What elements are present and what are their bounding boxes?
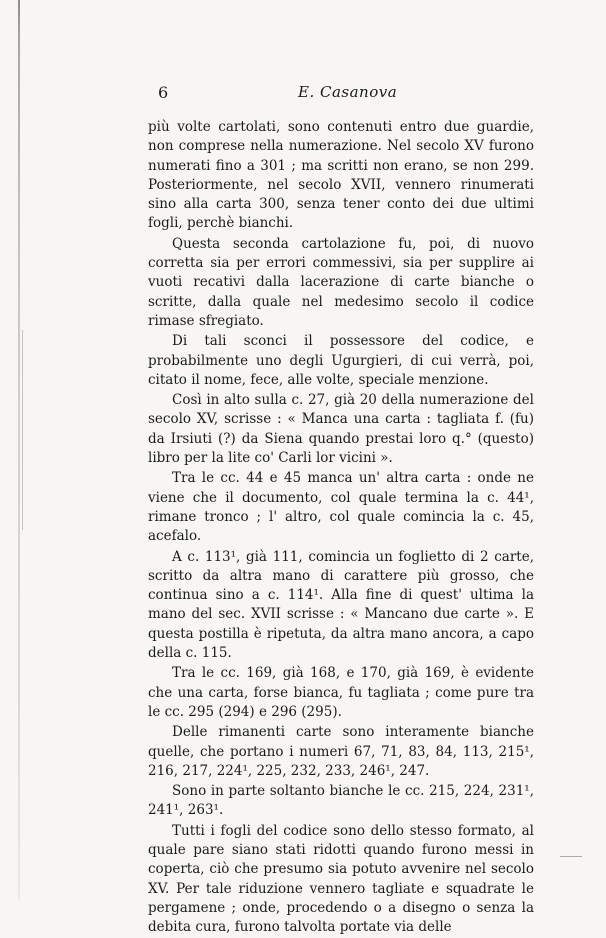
- running-head: E. Casanova: [298, 83, 398, 101]
- paragraph: Tutti i fogli del codice sono dello stesso formato, al quale pare siano stati ridotti quando furono messi in coperta, ciò che presumo sia potuto avvenire nel secolo XV. Per tale riduzione vennero tagliate e squadrate le pergamene ; onde, procedendo o a disegno o senza la debita cura, furono talvolta portate via delle: [148, 822, 534, 936]
- page-header: [158, 83, 538, 105]
- page-number: 6: [158, 83, 169, 102]
- paragraph: A c. 113¹, già 111, comincia un foglietto di 2 carte, scritto da altra mano di carattere più grosso, che continua sino a c. 114¹. Alla fine di quest' ultima la mano del sec. XVII scrisse : « Mancano due carte ». E questa postilla è ripetuta, da altra mano ancora, a capo della c. 115.: [148, 548, 534, 662]
- page-corner-mark: [560, 856, 582, 857]
- paragraph: Sono in parte soltanto bianche le cc. 215, 224, 231¹, 241¹, 263¹.: [148, 783, 534, 819]
- paragraph-continuation: più volte cartolati, sono contenuti entro due guardie, non comprese nella numerazione. Nel secolo XV furono numerati fino a 301 ; ma scritti non erano, se non 299. Posteriormente, nel secolo XVII, vennero rinumerati sino alla carta 300, senza tener conto dei due ultimi fogli, perchè bianchi.: [148, 119, 534, 232]
- paragraph: Tra le cc. 169, già 168, e 170, già 169, è evidente che una carta, forse bianca, fu tagliata ; come pure tra le cc. 295 (294) e 296 (295).: [148, 665, 534, 720]
- paragraph: Delle rimanenti carte sono interamente bianche quelle, che portano i numeri 67, 71, 83, 84, 113, 215¹, 216, 217, 224¹, 225, 232, 233, 246¹, 247.: [148, 724, 534, 779]
- page-binding-edge: [18, 0, 20, 900]
- paragraph: Questa seconda cartolazione fu, poi, di nuovo corretta sia per errori commessivi, sia per supplire ai vuoti recativi dalla lacerazione di carte bianche o scritte, dalla quale nel medesimo secolo il codice rimase sfregiato.: [148, 235, 534, 329]
- page-binding-shadow: [22, 330, 23, 530]
- paragraph: Tra le cc. 44 e 45 manca un' altra carta : onde ne viene che il documento, col quale termina la c. 44¹, rimane tronco ; l' altro, col quale comincia la c. 45, acefalo.: [148, 470, 534, 545]
- paragraph: Così in alto sulla c. 27, già 20 della numerazione del secolo XV, scrisse : « Manca una carta : tagliata f. (fu) da Irsiuti (?) da Siena quando prestai loro q.° (questo) libro per la lite co' Carli lor vicini ».: [148, 392, 534, 467]
- paragraph: Di tali sconci il possessore del codice, e probabilmente uno degli Ugurgieri, di cui verrà, poi, citato il nome, fece, alle volte, speciale menzione.: [148, 333, 534, 388]
- body-text: [148, 118, 534, 938]
